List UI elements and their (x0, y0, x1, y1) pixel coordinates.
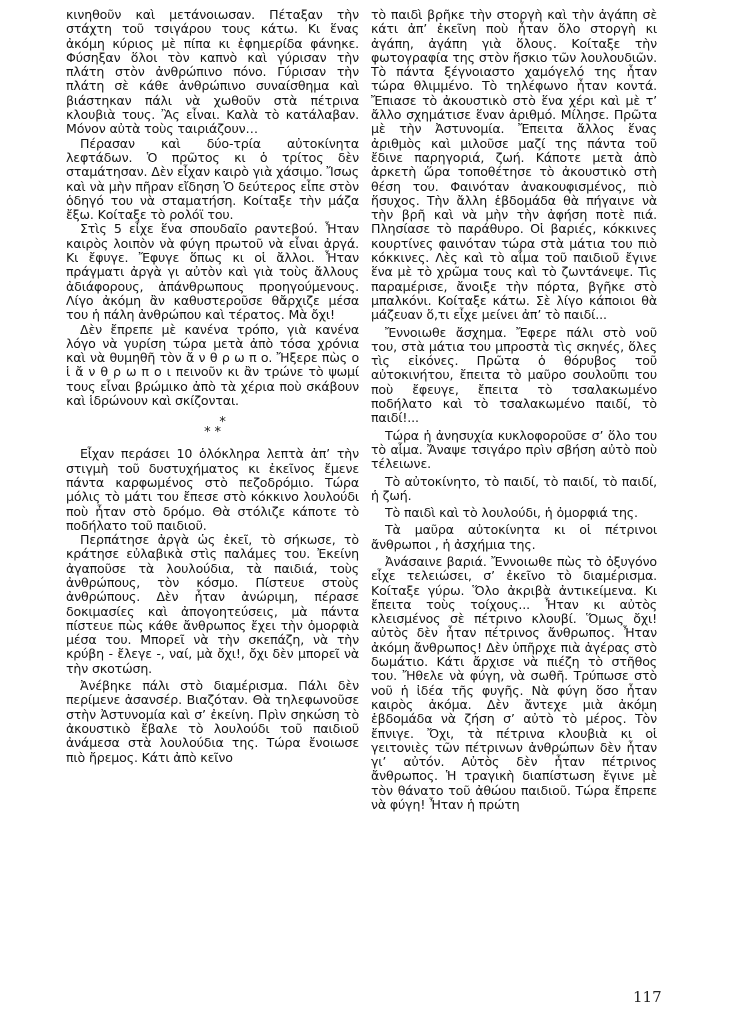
section-separator (66, 415, 359, 441)
right-column (371, 8, 657, 812)
paragraph: κινηθοῦν καὶ μετάνοιωσαν. Πέταξαν τὴν στάχτη τοῦ τσιγάρου τους κάτω. Κι ἕνας ἀκόμη κύριος μὲ πίπα κι ἐφημερίδα φάνηκε. Φύσηξαν ὅλοι τὸν καπνὸ καὶ γύρισαν τὴν πλάτη στὸν ἀνθρώπινο πόνο. Γύρισαν τὴν πλάτη σὲ κάθε ἀνθρώπινο συναίσθημα καὶ βιάστηκαν πάλι νὰ χωθοῦν στὰ πέτρινα κλουβιὰ τους. Ἂς εἶναι. Καλὰ τὸ κατάλαβαν. Μόνον αὐτὰ τοὺς ταιριάζουν… (66, 7, 359, 137)
paragraph: Εἶχαν περάσει 10 ὁλόκληρα λεπτὰ ἀπ’ τὴν στιγμὴ τοῦ δυστυχήματος κι ἐκεῖνος ἔμενε πάντα καρφωμένος στὸ πεζοδρόμιο. Τώρα μόλις τὸ μάτι του ἔπεσε στὸ κόκκινο λουλούδι ποὺ ἦταν στὸ δρόμο. Θὰ στόλιζε κάποτε τὸ ποδήλατο τοῦ παιδιοῦ. (66, 446, 359, 533)
paragraph: Πέρασαν καὶ δύο-τρία αὐτοκίνητα λεφτάδων. Ὁ πρῶτος κι ὁ τρίτος δὲν σταμάτησαν. Δὲν εἶχαν καιρὸ γιὰ χάσιμο. Ἴσως καὶ νὰ μὴν πῆραν εἴδηση Ὁ δεύτερος εἶπε στὸν ὁδηγό του νὰ σταματήση. Κοίταξε τὴν μάζα ἔξω. Κοίταξε τὸ ρολόϊ του. (66, 135, 359, 223)
paragraph: Τὸ παιδὶ καὶ τὸ λουλούδι, ἡ ὀμορφιά της. (385, 505, 638, 521)
page-number: 117 (633, 988, 662, 1006)
paragraph: Ἀνέβηκε πάλι στὸ διαμέρισμα. Πάλι δὲν περίμενε ἀσανσέρ. Βιαζόταν. Θὰ τηλεφωνοῦσε στὴν Ἀστυνομία καὶ σ’ ἐκείνη. Πρὶν σηκώση τὸ ἀκουστικὸ ἔβαλε τὸ λουλούδι τοῦ παιδιοῦ ἀνάμεσα στὰ λουλούδια της. Τώρα ἔνοιωσε πιὸ ἤρεμος. Κάτι ἀπὸ κεῖνο (66, 678, 359, 765)
paragraph: Περπάτησε ἀργὰ ὡς ἐκεῖ, τὸ σήκωσε, τὸ κράτησε εὐλαβικὰ στὶς παλάμες του. Ἐκείνη ἀγαποῦσε τὰ λουλούδια, τὰ παιδιά, τοὺς ἀνθρώπους, τὸν κόσμο. Πίστευε στοὺς ἀνθρώπους. Δὲν ἦταν ἀνώριμη, πέρασε δοκιμασίες καὶ ἀπογοητεύσεις, μὰ πάντα πίστευε πὼς κάθε ἄνθρωπος ἔχει τὴν ὀμορφιὰ μέσα του. Μπορεῖ νὰ τὴν σκεπάζη, νὰ τὴν κρύβη - ἔλεγε -, ναί, μὰ ὄχι!, ὄχι δὲν μπορεῖ νὰ τὴν σκοτώση. (66, 532, 359, 676)
paragraph: Τὸ αὐτοκίνητο, τὸ παιδί, τὸ παιδί, τὸ παιδί, ἡ ζωή. (371, 473, 657, 503)
left-column (66, 8, 359, 765)
paragraph: Ἀνάσαινε βαριά. Ἔννοιωθε πὼς τὸ ὀξυγόνο εἶχε τελειώσει, σ’ ἐκεῖνο τὸ διαμέρισμα. Κοίταξε γύρω. Ὅλο ἀκριβὰ ἀντικείμενα. Κι ἔπειτα τοὺς τοίχους... Ἦταν κι αὐτὸς κλεισμένος σὲ πέτρινο κλουβί. Ὅμως ὄχι! αὐτὸς δὲν ἦταν πέτρινος ἄνθρωπος. Ἦταν ἀκόμη ἄνθρωπος! Δὲν ὑπῆρχε πιὰ ἀγέρας στὸ δωμάτιο. Κάτι ἄρχισε νὰ πιέζη τὸ στῆθος του. Ἤθελε νὰ φύγη, νὰ σωθῆ. Τρύπωσε στὸ νοῦ ἡ ἰδέα τῆς φυγῆς. Νὰ φύγη ὅσο ἦταν καιρὸς ἀκόμα. Δὲν ἄντεχε μιὰ ἀκόμη ἑβδομάδα νὰ ζήση σ’ αὐτὸ τὸ μέρος. Τὸν ἔπνιγε. Ὄχι, τὰ πέτρινα κλουβιὰ κι οἱ γειτονιὲς τῶν πέτρινων ἀνθρώπων δὲν ἦταν γι’ αὐτόν. Αὐτὸς δὲν ἦταν πέτρινος ἄνθρωπος. Ἡ τραγικὴ διαπίστωση ἔγινε μὲ τὸν θάνατο τοῦ ἀθώου παιδιοῦ. Τώρα ἔπρεπε νὰ φύγη! Ἦταν ἡ πρώτη (371, 553, 657, 813)
paragraph: Τώρα ἡ ἀνησυχία κυκλοφοροῦσε σ’ ὅλο του τὸ αἷμα. Ἄναψε τσιγάρο πρὶν σβήση αὐτὸ ποὺ τέλειωνε. (371, 427, 657, 472)
paragraph: Ἔννοιωθε ἄσχημα. Ἔφερε πάλι στὸ νοῦ του, στὰ μάτια του μπροστὰ τὶς σκηνές, ὅλες τὶς εἰκόνες. Πρῶτα ὁ θόρυβος τοῦ αὐτοκινήτου, ἔπειτα τὸ μαῦρο σουλοῦπι του ποὺ ἔφευγε, ἔπειτα τὸ τσαλακωμένο ποδήλατο καὶ τὸ τσαλακωμένο παιδί, τὸ παιδί!... (371, 324, 657, 426)
separator-asterisks: * * (204, 425, 221, 441)
paragraph: Δὲν ἔπρεπε μὲ κανένα τρόπο, γιὰ κανένα λόγο νὰ γυρίση τώρα μετὰ ἀπὸ τόσα χρόνια καὶ νὰ θυμηθῆ τὸν ἄ ν θ ρ ω π ο. Ἤξερε πὼς ο ἱ ἄ ν θ ρ ω π ο ι πεινοῦν κι ἂν τρώνε τὸ ψωμί τους εἶναι βρώμικο ἀπὸ τὰ χέρια ποὺ σκάβουν καὶ ἱδρώνουν καὶ σκίζονται. (66, 321, 359, 409)
paragraph: Στὶς 5 εἶχε ἕνα σπουδαῖο ραντεβού. Ἦταν καιρὸς λοιπὸν νὰ φύγη πρωτοῦ νὰ εἶναι ἀργά. Κι ἔφυγε. Ἔφυγε ὅπως κι οἱ ἄλλοι. Ἦταν πράγματι ἀργὰ γι αὐτὸν καὶ γιὰ τοὺς ἄλλους ἀδιάφορους, ἀπάνθρωπους προηγούμενους. Λίγο ἀκόμη ἂν καθυστεροῦσε θἄρχιζε μέσα του ἡ πάλη ἀνθρώπου καὶ τέρατος. Μὰ ὄχι! (66, 221, 359, 323)
paragraph: τὸ παιδὶ βρῆκε τὴν στοργὴ καὶ τὴν ἀγάπη σὲ κάτι ἀπ’ ἐκεῖνη ποὺ ἦταν ὅλο στοργὴ κι ἀγάπη, ἀγάπη γιὰ ὅλους. Κοίταξε τὴν φωτογραφία της στὸν ἥσκιο τῶν λουλουδιῶν. Τὸ πάντα ξέγνοιαστο χαμόγελό της ἦταν τώρα θλιμμένο. Τὸ τηλέφωνο ἦταν κοντά. Ἔπιασε τὸ ἀκουστικὸ στὸ ἕνα χέρι καὶ μὲ τ’ ἄλλο σχημάτισε ἕναν ἀριθμό. Μίλησε. Πρῶτα μὲ τὴν Ἀστυνομία. Ἔπειτα ἄλλος ἕνας ἀριθμὸς καὶ μιλοῦσε μαζί της πάντα τοῦ ἔδινε παρηγοριά, ζωή. Κάποτε μετὰ ἀπὸ ἀρκετὴ ὥρα τοποθέτησε τὸ ἀκουστικὸ στὴ θέση του. Φαινόταν ἀνακουφισμένος, πιὸ ἥσυχος. Τὴν ἄλλη ἑβδομάδα θὰ πήγαινε νὰ τὴν βρῆ καὶ νὰ μὴν τὴν ἀφήση ποτὲ πιά. Πλησίασε τὸ παράθυρο. Οἱ βαριές, κόκκινες κουρτίνες φαινόταν τώρα στὰ μάτια του πιὸ κόκκινες. Λὲς καὶ τὸ αἷμα τοῦ παιδιοῦ ἔγινε ἕνα μὲ τὸ χρῶμα τους καὶ τὸ ζωντάνεψε. Τὶς παραμέρισε, ἄνοιξε τὴν πόρτα, βγῆκε στὸ μπαλκόνι. Κοίταξε κάτω. Σὲ λίγο κάποιοι θὰ μάζευαν ὅ,τι εἶχε μείνει ἀπ’ τὸ παιδί... (371, 7, 657, 323)
paragraph: Τὰ μαῦρα αὐτοκίνητα κι οἱ πέτρινοι ἄνθρωποι , ἡ ἀσχήμια της. (371, 522, 657, 552)
separator-asterisk: * (219, 415, 226, 431)
